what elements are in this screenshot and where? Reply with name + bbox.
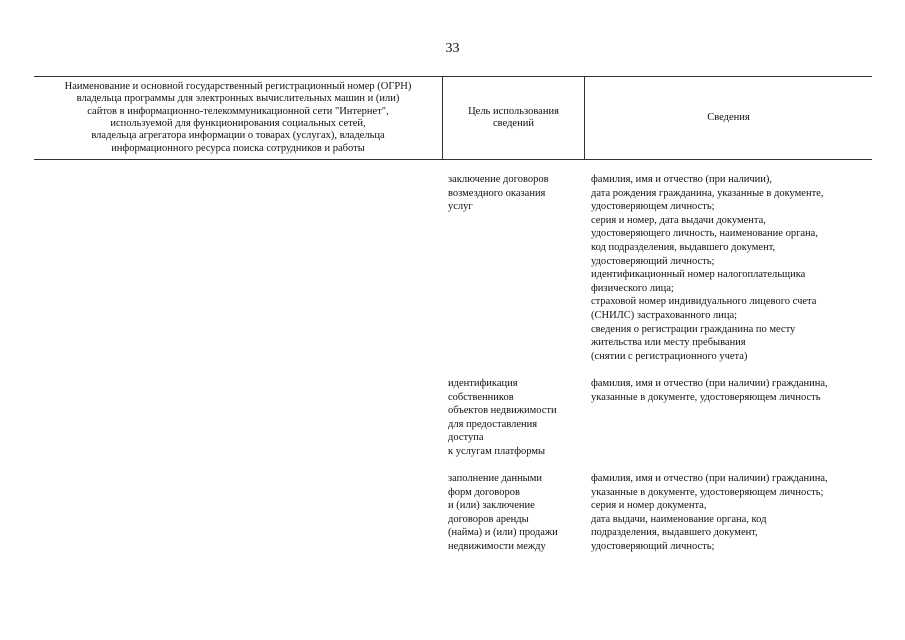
purpose-line: услуг: [448, 201, 473, 213]
table-header-row: [34, 76, 872, 160]
info-line: удостоверяющий личность;: [591, 540, 715, 552]
info-line: фамилия, имя и отчество (при наличии) гражданина,: [591, 473, 828, 484]
purpose-line: собственников: [448, 391, 514, 403]
info-line: указанные в документе, удостоверяющем личность;: [591, 486, 824, 498]
header-info-label: Сведения: [707, 111, 750, 123]
info-line: физического лица;: [591, 282, 674, 294]
row-2-info: [591, 377, 828, 404]
purpose-line: идентификация: [448, 378, 518, 389]
purpose-line: (найма) и (или) продажи: [448, 527, 558, 539]
info-line: фамилия, имя и отчество (при наличии) гражданина,: [591, 378, 828, 389]
info-line: указанные в документе, удостоверяющем личность: [591, 391, 821, 403]
purpose-line: заключение договоров: [448, 174, 549, 185]
info-line: код подразделения, выдавшего документ,: [591, 241, 776, 253]
purpose-line: договоров аренды: [448, 513, 529, 525]
info-line: фамилия, имя и отчество (при наличии),: [591, 174, 773, 185]
info-line: сведения о регистрации гражданина по месту: [591, 323, 796, 335]
header-owner-line: используемой для функционирования социальных сетей,: [110, 118, 366, 129]
info-line: удостоверяющий личность;: [591, 255, 715, 267]
info-line: удостоверяющего личность, наименование органа,: [591, 228, 818, 240]
purpose-line: недвижимости между: [448, 540, 546, 552]
purpose-line: к услугам платформы: [448, 445, 546, 457]
header-owner-line: владельца агрегатора информации о товарах (услугах), владельца: [91, 130, 385, 142]
info-line: (СНИЛС) застрахованного лица;: [591, 309, 738, 321]
purpose-line: доступа: [448, 432, 484, 444]
header-owner-name: [34, 77, 442, 159]
header-purpose-line: сведений: [493, 118, 534, 129]
purpose-line: для предоставления: [448, 418, 538, 430]
row-2-purpose: [448, 377, 557, 459]
info-line: удостоверяющем личность;: [591, 201, 715, 213]
row-3-info: [591, 472, 828, 554]
info-line: дата рождения гражданина, указанные в документе,: [591, 187, 824, 199]
info-line: (снятии с регистрационного учета): [591, 350, 748, 362]
data-table: [34, 76, 872, 160]
purpose-line: объектов недвижимости: [448, 405, 557, 417]
info-line: идентификационный номер налогоплательщика: [591, 269, 806, 281]
page-number: 33: [445, 41, 460, 56]
header-purpose-line: Цель использования: [468, 105, 559, 117]
info-line: серия и номер, дата выдачи документа,: [591, 214, 766, 226]
info-line: дата выдачи, наименование органа, код: [591, 513, 767, 525]
info-line: страховой номер индивидуального лицевого счета: [591, 296, 817, 308]
header-owner-line: Наименование и основной государственный регистрационный номер (ОГРН): [64, 80, 412, 92]
row-1-purpose: [448, 173, 549, 214]
purpose-line: возмездного оказания: [448, 187, 546, 199]
header-info: [584, 77, 872, 159]
purpose-line: заполнение данными: [448, 473, 543, 484]
purpose-line: форм договоров: [448, 486, 520, 498]
info-line: серия и номер документа,: [591, 500, 707, 512]
row-1-info: [591, 173, 823, 363]
header-purpose: [442, 77, 584, 159]
info-line: жительства или месту пребывания: [591, 337, 746, 349]
info-line: подразделения, выдавшего документ,: [591, 527, 758, 539]
row-3-purpose: [448, 472, 558, 554]
header-owner-line: информационного ресурса поиска сотрудников и работы: [111, 142, 365, 154]
purpose-line: и (или) заключение: [448, 500, 535, 512]
header-owner-line: сайтов в информационно-телекоммуникационной сети "Интернет",: [87, 105, 389, 117]
header-owner-line: владельца программы для электронных вычислительных машин и (или): [76, 93, 400, 105]
